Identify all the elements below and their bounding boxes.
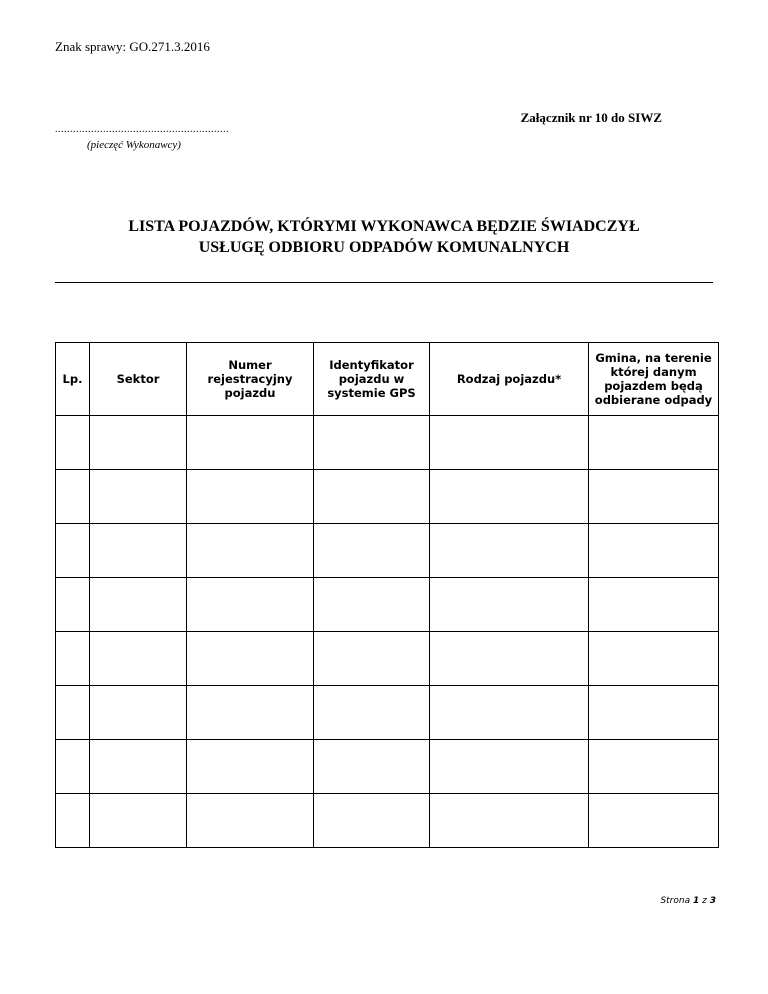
table-cell[interactable] bbox=[187, 524, 314, 578]
table-cell[interactable] bbox=[187, 470, 314, 524]
table-row bbox=[56, 794, 719, 848]
table-cell[interactable] bbox=[56, 470, 90, 524]
table-cell[interactable] bbox=[90, 686, 187, 740]
table-cell[interactable] bbox=[90, 740, 187, 794]
table-row bbox=[56, 524, 719, 578]
table-cell[interactable] bbox=[90, 416, 187, 470]
table-cell[interactable] bbox=[314, 578, 430, 632]
table-row bbox=[56, 686, 719, 740]
table-cell[interactable] bbox=[430, 524, 589, 578]
table-row bbox=[56, 740, 719, 794]
table-cell[interactable] bbox=[187, 740, 314, 794]
column-header-lp: Lp. bbox=[56, 343, 90, 416]
table-cell[interactable] bbox=[314, 740, 430, 794]
table-cell[interactable] bbox=[314, 416, 430, 470]
table-body bbox=[56, 416, 719, 848]
table-cell[interactable] bbox=[589, 686, 719, 740]
stamp-caption: (pieczęć Wykonawcy) bbox=[87, 139, 181, 151]
table-cell[interactable] bbox=[430, 740, 589, 794]
table-cell[interactable] bbox=[589, 794, 719, 848]
table-row bbox=[56, 416, 719, 470]
column-header-registration-number: Numer rejestracyjny pojazdu bbox=[187, 343, 314, 416]
table-cell[interactable] bbox=[430, 470, 589, 524]
table-cell[interactable] bbox=[90, 524, 187, 578]
case-reference: Znak sprawy: GO.271.3.2016 bbox=[55, 39, 210, 54]
table-cell[interactable] bbox=[589, 524, 719, 578]
table-cell[interactable] bbox=[56, 416, 90, 470]
table-cell[interactable] bbox=[187, 794, 314, 848]
annex-label: Załącznik nr 10 do SIWZ bbox=[520, 110, 662, 125]
stamp-dotted-line: .......................................................... bbox=[55, 124, 229, 135]
table-cell[interactable] bbox=[187, 416, 314, 470]
table-cell[interactable] bbox=[56, 686, 90, 740]
page-label: Strona bbox=[660, 896, 691, 906]
table-cell[interactable] bbox=[589, 416, 719, 470]
table-cell[interactable] bbox=[187, 632, 314, 686]
table-cell[interactable] bbox=[430, 686, 589, 740]
table-cell[interactable] bbox=[90, 632, 187, 686]
page-current: 1 bbox=[692, 896, 700, 906]
table-cell[interactable] bbox=[589, 470, 719, 524]
table-cell[interactable] bbox=[90, 470, 187, 524]
table-cell[interactable] bbox=[314, 470, 430, 524]
table-cell[interactable] bbox=[90, 578, 187, 632]
table-cell[interactable] bbox=[314, 686, 430, 740]
table-cell[interactable] bbox=[430, 416, 589, 470]
table-cell[interactable] bbox=[187, 686, 314, 740]
table-cell[interactable] bbox=[314, 632, 430, 686]
title-underline bbox=[55, 282, 713, 283]
table-cell[interactable] bbox=[56, 632, 90, 686]
table-row bbox=[56, 470, 719, 524]
table-cell[interactable] bbox=[314, 794, 430, 848]
document-title-line-1: LISTA POJAZDÓW, KTÓRYMI WYKONAWCA BĘDZIE ŚWIADCZYŁ bbox=[128, 218, 640, 235]
table-cell[interactable] bbox=[56, 794, 90, 848]
column-header-municipality: Gmina, na terenie której danym pojazdem będą odbierane odpady bbox=[589, 343, 719, 416]
table-cell[interactable] bbox=[56, 578, 90, 632]
table-row bbox=[56, 578, 719, 632]
table-cell[interactable] bbox=[187, 578, 314, 632]
page-number bbox=[660, 896, 716, 906]
column-header-sector: Sektor bbox=[90, 343, 187, 416]
table-cell[interactable] bbox=[589, 632, 719, 686]
table-header-row bbox=[56, 343, 719, 416]
table-row bbox=[56, 632, 719, 686]
document-title-line-2: USŁUGĘ ODBIORU ODPADÓW KOMUNALNYCH bbox=[198, 239, 570, 256]
table-cell[interactable] bbox=[56, 740, 90, 794]
page-separator: z bbox=[702, 896, 707, 906]
column-header-vehicle-type: Rodzaj pojazdu* bbox=[430, 343, 589, 416]
table-cell[interactable] bbox=[314, 524, 430, 578]
table-cell[interactable] bbox=[430, 578, 589, 632]
vehicle-list-table bbox=[55, 342, 719, 848]
table-cell[interactable] bbox=[589, 578, 719, 632]
table-cell[interactable] bbox=[56, 524, 90, 578]
table-cell[interactable] bbox=[430, 794, 589, 848]
page-total: 3 bbox=[709, 896, 716, 906]
column-header-gps-identifier: Identyfikator pojazdu w systemie GPS bbox=[314, 343, 430, 416]
table-cell[interactable] bbox=[90, 794, 187, 848]
table-cell[interactable] bbox=[430, 632, 589, 686]
table-cell[interactable] bbox=[589, 740, 719, 794]
